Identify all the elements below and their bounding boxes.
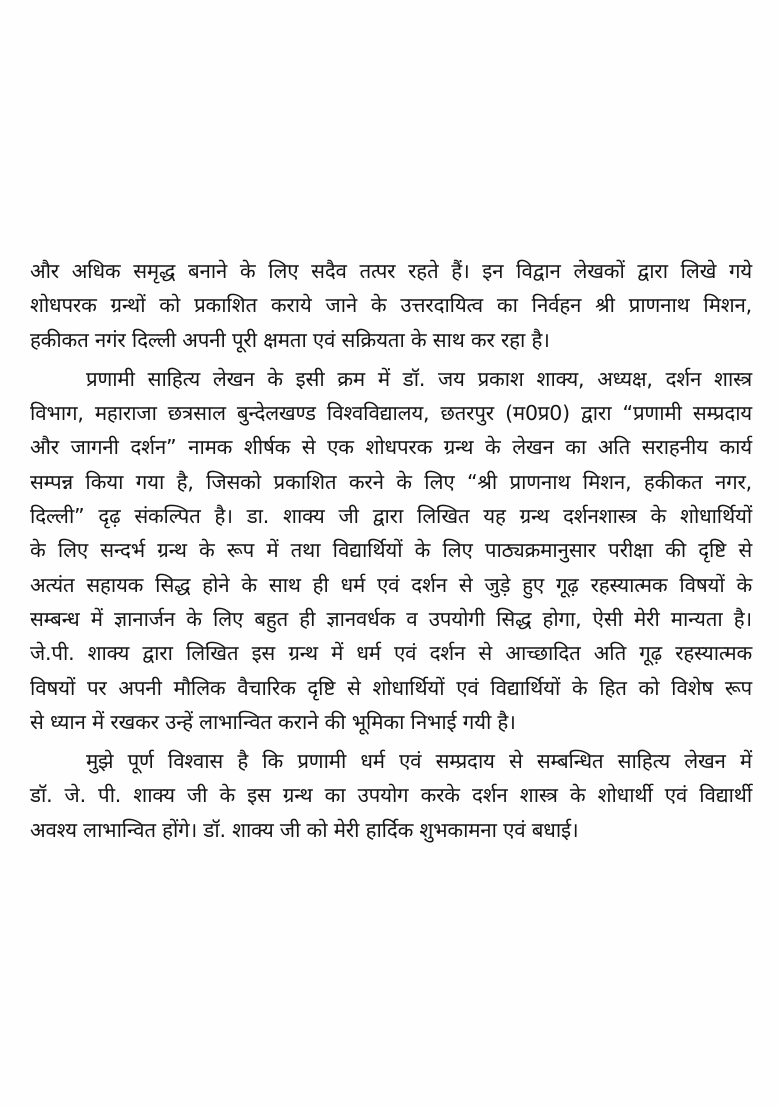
text-line: अवश्य लाभान्वित होंगे। डॉ. शाक्य जी को मेरी हार्दिक शुभकामना एवं बधाई।	[30, 817, 579, 842]
text-line: प्रणामी साहित्य लेखन के इसी क्रम में डॉ. जय प्रकाश शाक्य, अध्यक्ष, दर्शन शास्त्र	[86, 366, 752, 391]
text-line: सम्बन्ध में ज्ञानार्जन के लिए बहुत ही ज्ञानवर्धक व उपयोगी सिद्ध होगा, ऐसी मेरी मान्यता है।	[30, 606, 752, 631]
paragraph-1	[30, 254, 752, 357]
text-line: शोधपरक ग्रन्थों को प्रकाशित कराये जाने के उत्तरदायित्व का निर्वहन श्री प्राणनाथ मिशन,	[30, 293, 752, 318]
text-line: और जागनी दर्शन” नामक शीर्षक से एक शोधपरक ग्रन्थ के लेखन का अति सराहनीय कार्य	[30, 435, 752, 460]
text-line: विभाग, महाराजा छत्रसाल बुन्देलखण्ड विश्वविद्यालय, छतरपुर (म0प्र0) द्वारा “प्रणामी सम्प्रदाय	[30, 401, 752, 426]
text-line: और अधिक समृद्ध बनाने के लिए सदैव तत्पर रहते हैं। इन विद्वान लेखकों द्वारा लिखे गये	[30, 259, 752, 283]
body-text	[30, 254, 752, 847]
text-line: सम्पन्न किया गया है, जिसको प्रकाशित करने के लिए “श्री प्राणनाथ मिशन, हकीकत नगर,	[30, 469, 752, 494]
text-line: दिल्ली” दृढ़ संकल्पित है। डा. शाक्य जी द्वारा लिखित यह ग्रन्थ दर्शनशास्त्र के शोधार्थियों	[30, 504, 752, 529]
text-line: हकीकत नगंर दिल्ली अपनी पूरी क्षमता एवं सक्रियता के साथ कर रहा है।	[30, 327, 550, 352]
text-line: के लिए सन्दर्भ ग्रन्थ के रूप में तथा विद्यार्थियों के लिए पाठ्यक्रमानुसार परीक्षा की दृष्टि से	[30, 538, 752, 563]
text-line: से ध्यान में रखकर उन्हें लाभान्वित कराने की भूमिका निभाई गयी है।	[30, 709, 516, 734]
text-line: मुझे पूर्ण विश्वास है कि प्रणामी धर्म एवं सम्प्रदाय से सम्बन्धित साहित्य लेखन में	[86, 749, 752, 774]
paragraph-2	[30, 362, 752, 739]
paragraph-3	[30, 744, 752, 847]
text-line: जे.पी. शाक्य द्वारा लिखित इस ग्रन्थ में धर्म एवं दर्शन से आच्छादित अति गूढ़ रहस्यात्मक	[30, 641, 752, 666]
text-line: विषयों पर अपनी मौलिक वैचारिक दृष्टि से शोधार्थियों एवं विद्यार्थियों के हित को विशेष रूप	[30, 675, 752, 700]
text-line: अत्यंत सहायक सिद्ध होने के साथ ही धर्म एवं दर्शन से जुड़े हुए गूढ़ रहस्यात्मक विषयों के	[30, 572, 752, 597]
text-line: डॉ. जे. पी. शाक्य जी के इस ग्रन्थ का उपयोग करके दर्शन शास्त्र के शोधार्थी एवं विद्यार्थी	[30, 783, 752, 808]
